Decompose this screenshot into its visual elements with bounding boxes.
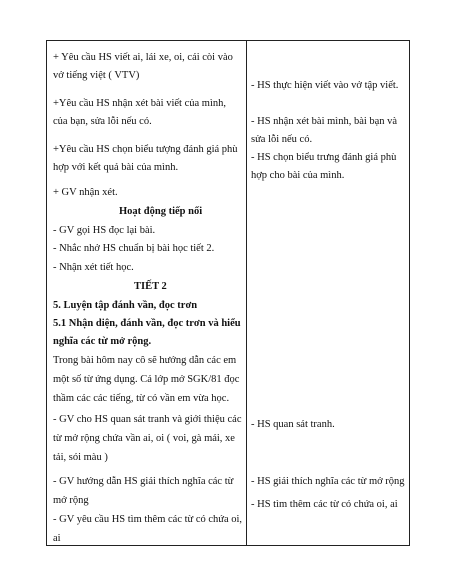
left-line-19: - GV cho HS quan sát tranh và giới thiệu các xyxy=(53,414,242,425)
right-line-1: - HS thực hiện viết vào vở tập viết. xyxy=(251,80,399,91)
left-line-11: - Nhận xét tiết học. xyxy=(53,262,134,273)
right-line-5: hợp cho bài của mình. xyxy=(251,170,345,181)
left-line-17: một số từ ứng dụng. Cả lớp mở SGK/81 đọc xyxy=(53,374,240,385)
right-line-4: - HS chọn biểu trưng đánh giá phù xyxy=(251,152,397,163)
left-line-18: thầm các các tiếng, từ có vần em vừa học. xyxy=(53,393,230,404)
left-line-21: tải, sói màu ) xyxy=(53,452,108,463)
left-line-6: hợp với kết quả bài của mình. xyxy=(53,162,179,173)
column-divider xyxy=(246,41,247,545)
left-line-1: + Yêu cầu HS viết ai, lái xe, oi, cái còi vào xyxy=(53,52,233,63)
left-line-22: - GV hướng dẫn HS giải thích nghĩa các từ xyxy=(53,476,234,487)
left-line-4: của bạn, sửa lỗi nếu có. xyxy=(53,116,152,127)
right-line-8: - HS tìm thêm các từ có chứa oi, ai xyxy=(251,499,398,510)
left-line-9: - GV gọi HS đọc lại bài. xyxy=(53,225,156,236)
left-line-10: - Nhắc nhở HS chuẩn bị bài học tiết 2. xyxy=(53,243,215,254)
section-heading-5-1-line-2: nghĩa các từ mở rộng. xyxy=(53,336,152,347)
section-heading-5-1-line-1: 5.1 Nhận diện, đánh vần, đọc trơn và hiểu xyxy=(53,318,241,329)
left-line-7: + GV nhận xét. xyxy=(53,187,118,198)
right-line-7: - HS giải thích nghĩa các từ mở rộng xyxy=(251,476,405,487)
right-line-6: - HS quan sát tranh. xyxy=(251,419,335,430)
left-line-23: mở rộng xyxy=(53,495,89,506)
lesson-table xyxy=(46,40,410,546)
right-line-3: sửa lỗi nếu có. xyxy=(251,134,313,145)
section-heading-next-activity: Hoạt động tiếp nối xyxy=(119,206,203,217)
left-line-2: vở tiếng việt ( VTV) xyxy=(53,70,140,81)
right-line-2: - HS nhận xét bài mình, bài bạn và xyxy=(251,116,398,127)
left-line-24: - GV yêu cầu HS tìm thêm các từ có chứa oi, xyxy=(53,514,243,525)
left-line-25: ai xyxy=(53,533,61,544)
left-line-5: +Yêu cầu HS chọn biểu tượng đánh giá phù xyxy=(53,144,238,155)
left-line-16: Trong bài hôm nay cô sẽ hướng dẫn các em xyxy=(53,355,237,366)
left-line-3: +Yêu cầu HS nhận xét bài viết của mình, xyxy=(53,98,226,109)
lesson-part-heading: TIẾT 2 xyxy=(134,281,167,292)
left-line-20: từ mở rộng chứa vần ai, oi ( voi, gà mái, xe xyxy=(53,433,235,444)
section-heading-5: 5. Luyện tập đánh vần, đọc trơn xyxy=(53,300,198,311)
